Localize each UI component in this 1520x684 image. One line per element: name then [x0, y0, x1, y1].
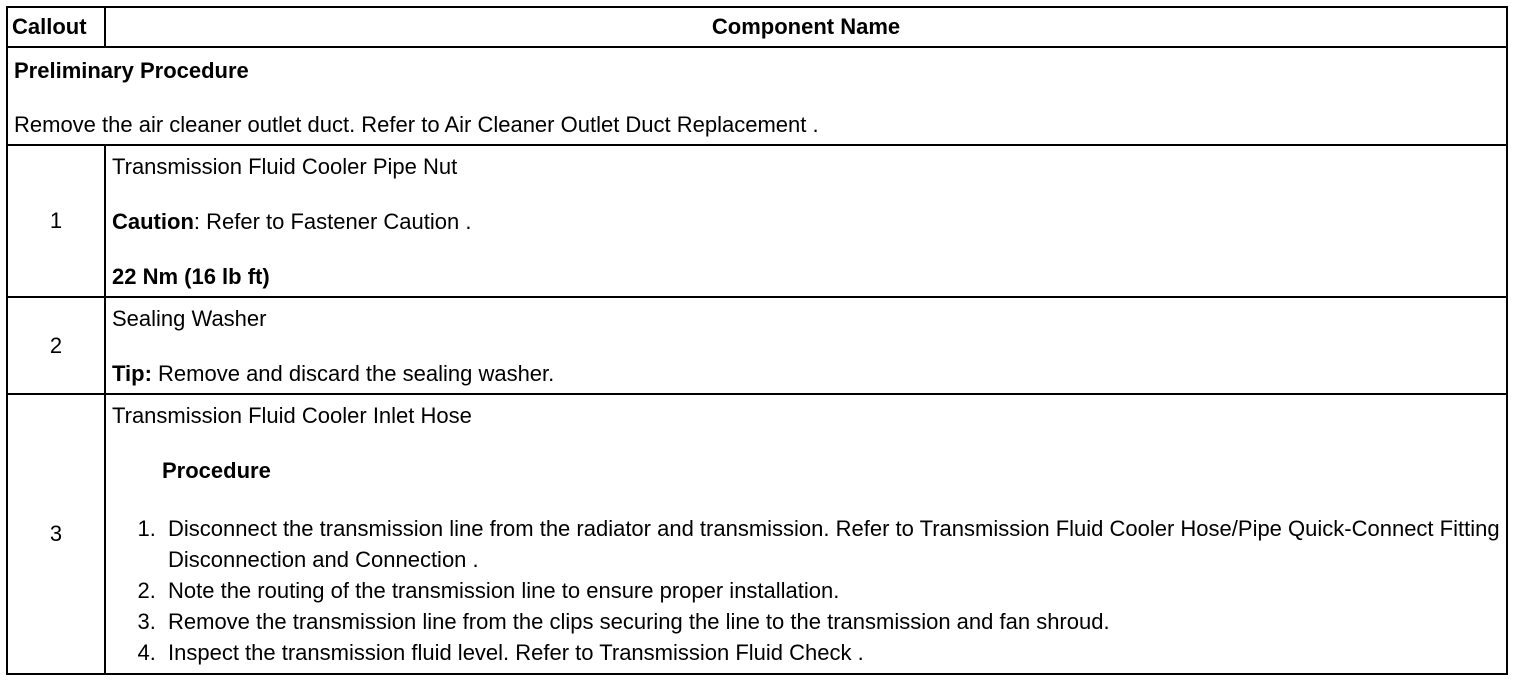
caution-note — [112, 209, 1502, 235]
tip-label: Tip: — [112, 361, 152, 386]
component-name: Transmission Fluid Cooler Inlet Hose — [112, 403, 472, 428]
procedure-step: 3. Remove the transmission line from the clips securing the line to the transmission and fan shroud. — [162, 606, 1502, 637]
component-name: Transmission Fluid Cooler Pipe Nut — [112, 154, 458, 179]
component-cell — [105, 394, 1507, 674]
preliminary-procedure-title: Preliminary Procedure — [14, 58, 249, 83]
table-row — [7, 145, 1507, 297]
procedure-step: 1. Disconnect the transmission line from the radiator and transmission. Refer to Transmission Fluid Cooler Hose/Pipe Quick-Connect Fitting Disconnection and Connection . — [162, 513, 1502, 575]
component-table — [6, 6, 1508, 675]
caution-label: Caution — [112, 209, 194, 234]
preliminary-procedure-cell — [7, 47, 1507, 145]
component-cell — [105, 297, 1507, 394]
callout-number: 3 — [7, 394, 105, 674]
procedure-steps-list — [112, 513, 1502, 668]
procedure-step: 4. Inspect the transmission fluid level. Refer to Transmission Fluid Check . — [162, 637, 1502, 668]
component-name-column-header: Component Name — [105, 7, 1507, 47]
component-cell — [105, 145, 1507, 297]
tip-note — [112, 361, 1502, 387]
table-row — [7, 297, 1507, 394]
callout-number: 2 — [7, 297, 105, 394]
procedure-step: 2. Note the routing of the transmission line to ensure proper installation. — [162, 575, 1502, 606]
table-row — [7, 394, 1507, 674]
preliminary-procedure-row — [7, 47, 1507, 145]
tip-text: Remove and discard the sealing washer. — [151, 361, 555, 386]
caution-text: : Refer to Fastener Caution . — [193, 209, 472, 234]
torque-spec: 22 Nm (16 lb ft) — [112, 264, 270, 289]
component-name: Sealing Washer — [112, 306, 267, 331]
procedure-title: Procedure — [162, 458, 271, 483]
callout-number: 1 — [7, 145, 105, 297]
callout-column-header: Callout — [7, 7, 105, 47]
table-header-row — [7, 7, 1507, 47]
preliminary-procedure-text: Remove the air cleaner outlet duct. Refer to Air Cleaner Outlet Duct Replacement . — [14, 112, 819, 137]
